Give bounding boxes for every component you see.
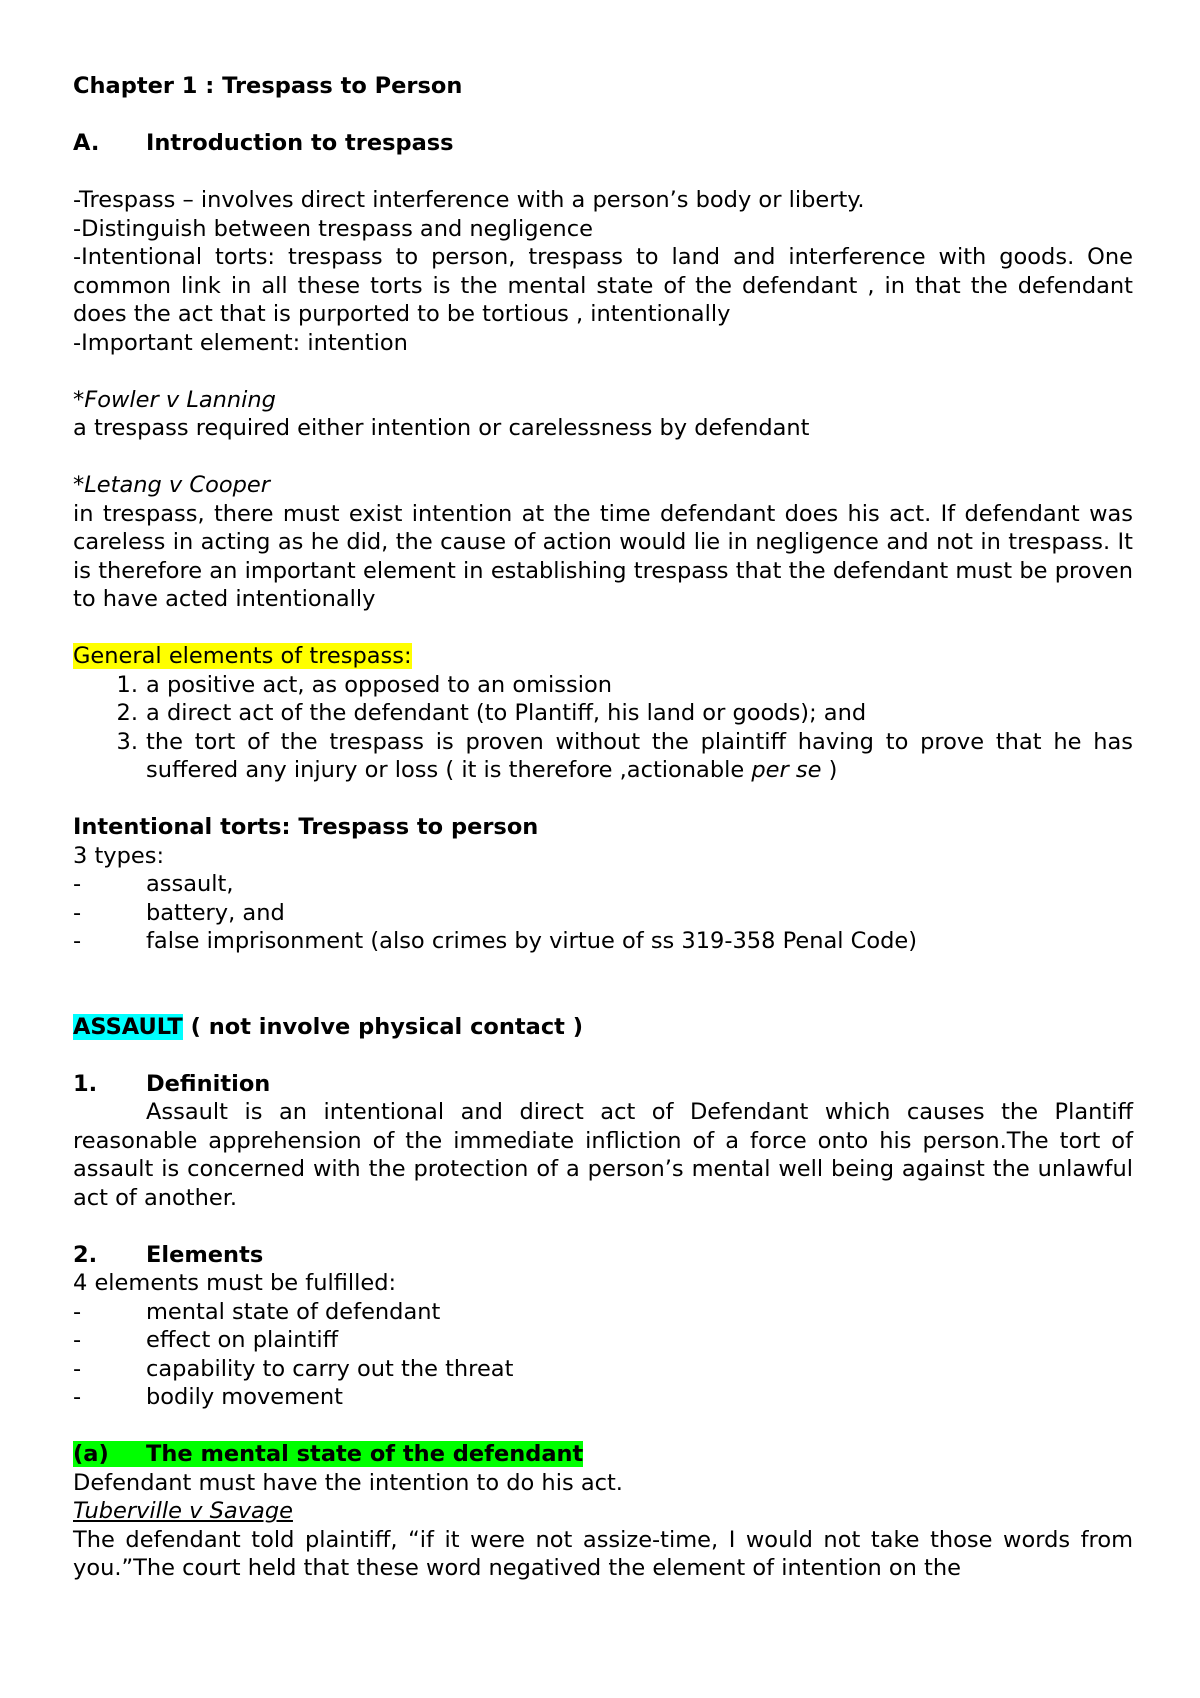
definition-title: Definition (146, 1070, 271, 1097)
elements-intro: 4 elements must be fulfilled: (73, 1270, 397, 1296)
dash-text: bodily movement (146, 1384, 343, 1410)
intro-line: -Trespass – involves direct interference with a person’s body or liberty. (73, 187, 865, 213)
list-text-tail: ) (821, 757, 838, 783)
intentional-torts-subheading: 3 types: (73, 842, 165, 869)
definition-number: 1. (73, 1070, 98, 1097)
dash-marker: - (73, 1355, 82, 1382)
dash-item (73, 870, 1133, 899)
italic-term: per se (751, 757, 822, 783)
dash-item (73, 1383, 1133, 1412)
intro-line: -Important element: intention (73, 329, 408, 356)
dash-item (73, 899, 1133, 928)
dash-text: mental state of defendant (146, 1298, 441, 1325)
section-a-heading (73, 129, 1133, 158)
dash-text: assault, (146, 871, 234, 897)
general-elements-list (73, 671, 1133, 785)
case-name-fowler: *Fowler v Lanning (73, 386, 276, 413)
definition-text: Assault is an intentional and direct act of Defendant which causes the Plantiff reasonable apprehension of the immediate infliction of a force onto his person.The tort of assault is concerned with the protection of a person’s mental well being against the unlawful act of another. (73, 1099, 1133, 1211)
chapter-title: Chapter 1 : Trespass to Person (73, 73, 463, 99)
dash-marker: - (73, 1298, 82, 1325)
list-number: 1. (116, 671, 138, 698)
intro-line: -Intentional torts: trespass to person, trespass to land and interference with goods. One common link in all these torts is the mental state of the defendant , in that the defendant does the act that is purported to be tortious , intentionally (73, 244, 1133, 327)
list-text-with-italic (146, 728, 1133, 785)
dash-text: effect on plaintiff (146, 1327, 339, 1353)
highlighted-heading: General elements of trespass: (73, 643, 412, 669)
mental-state-marker: (a) (73, 1441, 109, 1467)
dash-marker: - (73, 899, 82, 926)
dash-marker: - (73, 928, 82, 954)
case-name-letang: *Letang v Cooper (73, 472, 271, 498)
case-text-tuberville: The defendant told plaintiff, “if it were not assize-time, I would not take those words from you.”The court held that these word negatived the element of intention on the (73, 1526, 1133, 1581)
dash-marker: - (73, 871, 82, 897)
intentional-torts-heading: Intentional torts: Trespass to person (73, 814, 539, 840)
assault-note: ( not involve physical contact ) (182, 1013, 584, 1040)
list-item (73, 699, 1133, 728)
mental-state-highlight (73, 1441, 583, 1467)
document-page (73, 72, 1133, 1583)
elements-heading (73, 1241, 1133, 1270)
mental-state-heading (73, 1440, 1133, 1469)
list-text: the tort of the trespass is proven without the plaintiff having to prove that he has suffered any injury or loss ( it is therefore ,actionable (146, 728, 1133, 783)
case-text-letang: in trespass, there must exist intention at the time defendant does his act. If defendant was careless in acting as he did, the cause of action would lie in negligence and not in trespass. It is therefore an important element in establishing trespass that the defendant must be proven to have acted intentionally (73, 500, 1133, 612)
list-text: a direct act of the defendant (to Plantiff, his land or goods); and (146, 700, 867, 726)
list-number: 2. (116, 700, 138, 726)
general-elements-heading (73, 642, 1133, 671)
list-item (73, 728, 1133, 785)
section-a-marker: A. (73, 130, 100, 156)
list-item (73, 671, 1133, 700)
dash-text: false imprisonment (also crimes by virtue of ss 319-358 Penal Code) (146, 928, 918, 954)
assault-heading (73, 1013, 1133, 1042)
dash-item (73, 1355, 1133, 1384)
case-name-tuberville: Tuberville v Savage (73, 1498, 293, 1524)
dash-marker: - (73, 1384, 82, 1410)
case-text-fowler: a trespass required either intention or carelessness by defendant (73, 415, 810, 441)
dash-text: battery, and (146, 899, 285, 926)
mental-state-title: The mental state of the defendant (146, 1441, 584, 1467)
elements-number: 2. (73, 1241, 98, 1268)
dash-item (73, 1298, 1133, 1327)
list-text: a positive act, as opposed to an omission (146, 671, 612, 698)
definition-heading (73, 1070, 1133, 1099)
assault-label: ASSAULT (73, 1013, 183, 1040)
intro-line: -Distinguish between trespass and negligence (73, 215, 593, 242)
section-a-title: Introduction to trespass (146, 130, 454, 156)
dash-text: capability to carry out the threat (146, 1355, 514, 1382)
dash-item (73, 927, 1133, 956)
dash-marker: - (73, 1327, 82, 1353)
dash-item (73, 1326, 1133, 1355)
list-number: 3. (116, 728, 138, 755)
mental-state-text: Defendant must have the intention to do his act. (73, 1469, 623, 1496)
elements-title: Elements (146, 1241, 264, 1268)
